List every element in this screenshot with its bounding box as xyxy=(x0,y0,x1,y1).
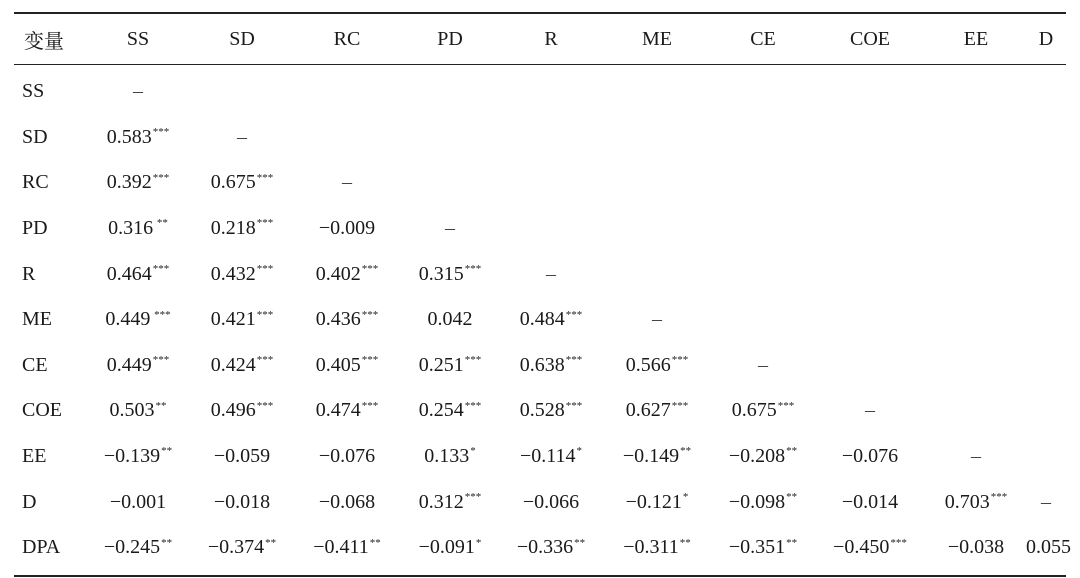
correlation-cell xyxy=(602,343,712,389)
significance-marker: ** xyxy=(154,217,168,230)
empty-cell xyxy=(602,160,712,206)
significance-marker: *** xyxy=(777,399,795,412)
correlation-value: 0.312 xyxy=(418,490,464,513)
correlation-value: 0.638 xyxy=(519,353,565,376)
significance-marker: *** xyxy=(464,354,482,367)
significance-marker: ** xyxy=(161,536,173,549)
correlation-cell xyxy=(926,479,1026,525)
correlation-cell xyxy=(86,434,190,480)
column-header: COE xyxy=(850,27,890,50)
correlation-value: 0.627 xyxy=(625,399,671,422)
correlation-value: – xyxy=(342,171,352,194)
significance-marker: ** xyxy=(786,536,798,549)
header-variable-label: 变量 xyxy=(24,30,64,53)
significance-marker: * xyxy=(682,490,689,503)
correlation-cell xyxy=(814,525,926,576)
correlation-cell xyxy=(86,251,190,297)
correlation-value: 0.436 xyxy=(315,308,361,331)
column-header: R xyxy=(544,27,558,50)
significance-marker: *** xyxy=(361,308,379,321)
empty-cell xyxy=(1026,297,1066,343)
correlation-value: −0.038 xyxy=(947,536,1005,559)
correlation-value: 0.474 xyxy=(315,399,361,422)
correlation-cell xyxy=(86,343,190,389)
correlation-cell xyxy=(294,525,400,576)
significance-marker: * xyxy=(475,536,482,549)
correlation-cell xyxy=(500,297,602,343)
correlation-value: −0.351 xyxy=(728,536,786,559)
correlation-cell xyxy=(86,479,190,525)
correlation-value: 0.402 xyxy=(315,262,361,285)
empty-cell xyxy=(1026,434,1066,480)
correlation-value: −0.091 xyxy=(418,536,475,559)
table-body xyxy=(14,65,1071,576)
correlation-value: −0.450 xyxy=(833,536,890,559)
empty-cell xyxy=(500,115,602,161)
empty-cell xyxy=(814,206,926,252)
column-header: SS xyxy=(126,27,150,50)
correlation-value: – xyxy=(865,399,875,422)
empty-cell xyxy=(712,115,814,161)
table-row xyxy=(14,115,1066,161)
significance-marker: * xyxy=(576,445,583,458)
empty-cell xyxy=(602,65,712,115)
correlation-cell xyxy=(86,388,190,434)
column-header: D xyxy=(1038,27,1054,50)
significance-marker: *** xyxy=(361,263,379,276)
correlation-value: 0.218 xyxy=(210,217,256,240)
diagonal-dash-cell xyxy=(294,160,400,206)
empty-cell xyxy=(926,297,1026,343)
empty-cell xyxy=(712,251,814,297)
diagonal-dash-cell xyxy=(500,251,602,297)
empty-cell xyxy=(814,297,926,343)
correlation-cell xyxy=(400,525,500,576)
significance-marker: *** xyxy=(256,308,274,321)
correlation-cell xyxy=(86,206,190,252)
correlation-value: 0.528 xyxy=(519,399,565,422)
correlation-value: −0.374 xyxy=(207,536,265,559)
correlation-value: 0.484 xyxy=(519,308,565,331)
row-label: D xyxy=(22,490,37,513)
significance-marker: *** xyxy=(361,354,379,367)
correlation-cell xyxy=(86,115,190,161)
diagonal-dash-cell xyxy=(400,206,500,252)
correlation-cell xyxy=(500,479,602,525)
correlation-cell xyxy=(294,206,400,252)
correlation-value: 0.675 xyxy=(731,399,777,422)
correlation-value: 0.675 xyxy=(210,171,256,194)
correlation-value: – xyxy=(1041,490,1051,513)
row-label: ME xyxy=(22,308,52,331)
empty-cell xyxy=(926,115,1026,161)
significance-marker: ** xyxy=(155,399,167,412)
correlation-cell xyxy=(294,479,400,525)
empty-cell xyxy=(1026,388,1066,434)
correlation-value: 0.703 xyxy=(944,490,990,513)
significance-marker: *** xyxy=(256,354,274,367)
correlation-value: – xyxy=(971,445,981,468)
correlation-cell xyxy=(190,297,294,343)
row-label: RC xyxy=(22,171,49,194)
correlation-cell xyxy=(500,525,602,576)
correlation-cell xyxy=(400,388,500,434)
correlation-value: −0.336 xyxy=(516,536,574,559)
significance-marker: *** xyxy=(990,490,1008,503)
correlation-cell xyxy=(86,160,190,206)
correlation-cell xyxy=(190,251,294,297)
diagonal-dash-cell xyxy=(86,65,190,115)
empty-cell xyxy=(712,206,814,252)
empty-cell xyxy=(400,115,500,161)
correlation-cell xyxy=(400,479,500,525)
significance-marker: *** xyxy=(671,354,689,367)
empty-cell xyxy=(1026,343,1066,389)
correlation-cell xyxy=(294,297,400,343)
correlation-value: −0.149 xyxy=(622,445,680,468)
correlation-value: – xyxy=(758,353,768,376)
correlation-cell xyxy=(712,525,814,576)
correlation-cell xyxy=(712,479,814,525)
significance-marker: *** xyxy=(890,536,907,549)
correlation-value: 0.055 xyxy=(1026,536,1071,559)
row-label: COE xyxy=(22,399,62,422)
significance-marker: *** xyxy=(152,354,170,367)
correlation-value: 0.449 xyxy=(105,308,151,331)
significance-marker: *** xyxy=(565,354,583,367)
table-row xyxy=(14,206,1066,252)
correlation-cell xyxy=(294,434,400,480)
empty-cell xyxy=(1026,251,1066,297)
table-row xyxy=(14,525,1066,576)
correlation-value: 0.421 xyxy=(210,308,256,331)
correlation-value: −0.114 xyxy=(519,445,576,468)
empty-cell xyxy=(926,343,1026,389)
empty-cell xyxy=(400,160,500,206)
empty-cell xyxy=(190,65,294,115)
correlation-value: 0.405 xyxy=(315,353,361,376)
row-label: R xyxy=(22,262,36,285)
table-header-row xyxy=(14,13,1066,65)
significance-marker: * xyxy=(470,445,476,458)
diagonal-dash-cell xyxy=(1026,479,1066,525)
table-row xyxy=(14,251,1066,297)
table-row xyxy=(14,343,1066,389)
significance-marker: *** xyxy=(565,399,583,412)
significance-marker: *** xyxy=(565,308,583,321)
row-label: SS xyxy=(22,80,45,103)
correlation-value: 0.316 xyxy=(108,217,154,240)
significance-marker: *** xyxy=(256,263,274,276)
correlation-value: −0.076 xyxy=(318,445,376,468)
correlation-cell xyxy=(926,525,1026,576)
significance-marker: ** xyxy=(161,445,173,458)
empty-cell xyxy=(500,65,602,115)
empty-cell xyxy=(926,206,1026,252)
column-header: PD xyxy=(437,27,463,50)
significance-marker: ** xyxy=(786,445,798,458)
column-header: RC xyxy=(333,27,361,50)
correlation-cell xyxy=(602,525,712,576)
correlation-value: 0.042 xyxy=(427,308,473,331)
table-row xyxy=(14,65,1066,115)
correlation-value: −0.245 xyxy=(103,536,161,559)
significance-marker: ** xyxy=(574,536,586,549)
correlation-cell xyxy=(190,343,294,389)
correlation-value: 0.496 xyxy=(210,399,256,422)
significance-marker: *** xyxy=(152,126,170,139)
correlation-cell xyxy=(814,479,926,525)
correlation-cell xyxy=(602,388,712,434)
significance-marker: *** xyxy=(464,399,482,412)
correlation-cell xyxy=(190,434,294,480)
correlation-value: −0.009 xyxy=(318,217,376,240)
empty-cell xyxy=(814,65,926,115)
row-label: CE xyxy=(22,353,48,376)
correlation-cell xyxy=(400,251,500,297)
significance-marker: *** xyxy=(151,308,171,321)
correlation-value: −0.311 xyxy=(623,536,679,559)
diagonal-dash-cell xyxy=(926,434,1026,480)
empty-cell xyxy=(926,251,1026,297)
empty-cell xyxy=(602,251,712,297)
correlation-value: 0.503 xyxy=(109,399,155,422)
empty-cell xyxy=(814,160,926,206)
correlation-cell xyxy=(190,525,294,576)
correlation-value: −0.059 xyxy=(213,445,271,468)
significance-marker: *** xyxy=(256,217,274,230)
empty-cell xyxy=(926,65,1026,115)
correlation-value: – xyxy=(133,80,143,103)
correlation-cell xyxy=(190,206,294,252)
significance-marker: *** xyxy=(361,399,379,412)
correlation-value: 0.254 xyxy=(418,399,464,422)
correlation-value: 0.432 xyxy=(210,262,256,285)
correlation-value: −0.068 xyxy=(318,490,376,513)
empty-cell xyxy=(712,297,814,343)
correlation-cell xyxy=(602,479,712,525)
column-header: CE xyxy=(750,27,776,50)
correlation-value: −0.139 xyxy=(103,445,161,468)
empty-cell xyxy=(1026,65,1066,115)
empty-cell xyxy=(294,115,400,161)
correlation-value: 0.251 xyxy=(418,353,464,376)
correlation-value: 0.464 xyxy=(106,262,152,285)
table-row xyxy=(14,160,1066,206)
correlation-cell xyxy=(400,297,500,343)
empty-cell xyxy=(294,65,400,115)
empty-cell xyxy=(602,115,712,161)
correlation-cell xyxy=(86,525,190,576)
significance-marker: *** xyxy=(256,399,274,412)
significance-marker: ** xyxy=(265,536,277,549)
empty-cell xyxy=(500,206,602,252)
empty-cell xyxy=(602,206,712,252)
diagonal-dash-cell xyxy=(602,297,712,343)
table-row xyxy=(14,479,1066,525)
column-header: SD xyxy=(229,27,255,50)
correlation-cell xyxy=(814,434,926,480)
significance-marker: *** xyxy=(152,171,170,184)
correlation-cell xyxy=(294,251,400,297)
correlation-value: 0.392 xyxy=(106,171,152,194)
correlation-cell xyxy=(294,343,400,389)
correlation-cell xyxy=(86,297,190,343)
correlation-cell xyxy=(500,388,602,434)
correlation-value: 0.449 xyxy=(106,353,152,376)
correlation-value: – xyxy=(652,308,662,331)
correlation-value: −0.098 xyxy=(728,490,786,513)
correlation-cell xyxy=(400,343,500,389)
empty-cell xyxy=(1026,206,1066,252)
correlation-cell xyxy=(190,388,294,434)
correlation-value: 0.583 xyxy=(106,125,152,148)
row-label: SD xyxy=(22,125,48,148)
correlation-value: −0.018 xyxy=(213,490,271,513)
significance-marker: *** xyxy=(256,171,274,184)
correlation-value: −0.411 xyxy=(313,536,369,559)
empty-cell xyxy=(814,251,926,297)
empty-cell xyxy=(814,343,926,389)
empty-cell xyxy=(1026,115,1066,161)
row-label: PD xyxy=(22,217,48,240)
significance-marker: ** xyxy=(369,536,381,549)
correlation-value: – xyxy=(546,262,556,285)
column-header: EE xyxy=(963,27,989,50)
empty-cell xyxy=(400,65,500,115)
significance-marker: ** xyxy=(786,490,798,503)
diagonal-dash-cell xyxy=(190,115,294,161)
correlation-value: 0.424 xyxy=(210,353,256,376)
empty-cell xyxy=(712,65,814,115)
diagonal-dash-cell xyxy=(814,388,926,434)
correlation-table-container xyxy=(14,12,1071,577)
correlation-value: −0.066 xyxy=(522,490,580,513)
correlation-value: −0.121 xyxy=(625,490,682,513)
correlation-cell xyxy=(712,434,814,480)
table-row xyxy=(14,297,1066,343)
correlation-value: −0.208 xyxy=(728,445,786,468)
correlation-table xyxy=(14,12,1071,577)
significance-marker: ** xyxy=(680,445,692,458)
table-row xyxy=(14,388,1066,434)
significance-marker: *** xyxy=(671,399,689,412)
correlation-cell xyxy=(500,434,602,480)
correlation-value: 0.566 xyxy=(625,353,671,376)
empty-cell xyxy=(500,160,602,206)
correlation-cell xyxy=(500,343,602,389)
correlation-cell xyxy=(294,388,400,434)
correlation-cell xyxy=(712,388,814,434)
correlation-value: – xyxy=(445,217,455,240)
significance-marker: *** xyxy=(464,263,482,276)
empty-cell xyxy=(926,160,1026,206)
correlation-value: – xyxy=(237,125,247,148)
correlation-cell xyxy=(1026,525,1071,576)
correlation-value: −0.001 xyxy=(109,490,167,513)
significance-marker: ** xyxy=(679,536,691,549)
column-header: ME xyxy=(642,27,672,50)
significance-marker: *** xyxy=(464,490,482,503)
table-row xyxy=(14,434,1066,480)
correlation-value: 0.315 xyxy=(418,262,464,285)
diagonal-dash-cell xyxy=(712,343,814,389)
correlation-value: −0.076 xyxy=(841,445,899,468)
empty-cell xyxy=(926,388,1026,434)
correlation-cell xyxy=(190,160,294,206)
empty-cell xyxy=(814,115,926,161)
correlation-cell xyxy=(400,434,500,480)
correlation-value: 0.133 xyxy=(424,445,470,468)
significance-marker: *** xyxy=(152,263,170,276)
row-label: EE xyxy=(22,445,47,468)
correlation-cell xyxy=(190,479,294,525)
row-label: DPA xyxy=(22,536,61,559)
correlation-value: −0.014 xyxy=(841,490,899,513)
empty-cell xyxy=(712,160,814,206)
empty-cell xyxy=(1026,160,1066,206)
correlation-cell xyxy=(602,434,712,480)
